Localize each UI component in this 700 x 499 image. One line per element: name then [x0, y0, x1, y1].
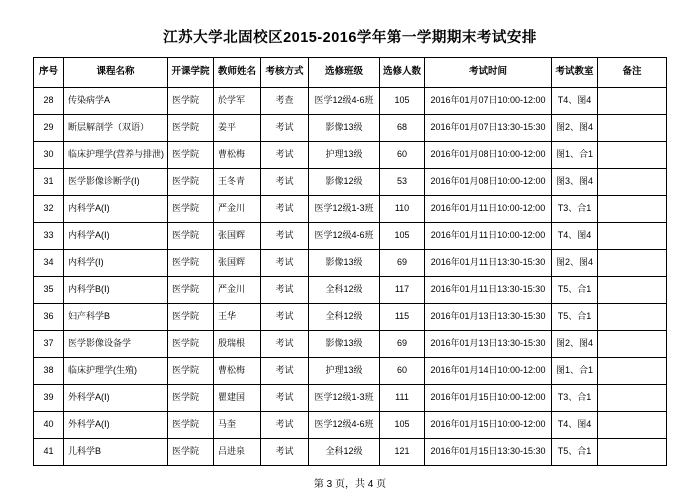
cell-teacher-name: 吕进泉	[214, 439, 261, 466]
cell-teacher-name: 於学军	[214, 88, 261, 115]
cell-exam-room: T5、合1	[552, 304, 598, 331]
cell-remark	[598, 196, 667, 223]
cell-assessment-method: 考查	[261, 88, 309, 115]
cell-course-name: 妇产科学B	[64, 304, 168, 331]
cell-exam-room: T5、合1	[552, 439, 598, 466]
cell-remark	[598, 169, 667, 196]
cell-teacher-name: 严金川	[214, 277, 261, 304]
cell-student-count: 105	[380, 412, 425, 439]
cell-exam-room: 图1、合1	[552, 142, 598, 169]
cell-student-count: 110	[380, 196, 425, 223]
cell-remark	[598, 277, 667, 304]
cell-exam-time: 2016年01月07日10:00-12:00	[425, 88, 552, 115]
cell-college: 医学院	[168, 304, 214, 331]
cell-class-group: 影像13级	[309, 250, 380, 277]
cell-assessment-method: 考试	[261, 169, 309, 196]
header-row	[34, 58, 667, 88]
cell-class-group: 医学12级4-6班	[309, 412, 380, 439]
cell-remark	[598, 439, 667, 466]
cell-student-count: 69	[380, 250, 425, 277]
cell-remark	[598, 142, 667, 169]
cell-teacher-name: 姜平	[214, 115, 261, 142]
cell-course-name: 临床护理学(营养与排泄)	[64, 142, 168, 169]
cell-student-count: 117	[380, 277, 425, 304]
cell-course-name: 内科学A(Ⅰ)	[64, 196, 168, 223]
cell-college: 医学院	[168, 331, 214, 358]
cell-student-count: 69	[380, 331, 425, 358]
page-number: 第 3 页，共 4 页	[313, 479, 387, 490]
cell-student-count: 105	[380, 223, 425, 250]
cell-exam-room: T4、图4	[552, 412, 598, 439]
cell-assessment-method: 考试	[261, 439, 309, 466]
cell-exam-time: 2016年01月11日10:00-12:00	[425, 196, 552, 223]
table-row	[34, 169, 667, 196]
cell-assessment-method: 考试	[261, 385, 309, 412]
column-header-teacher-name: 教师姓名	[214, 58, 261, 88]
cell-class-group: 全科12级	[309, 304, 380, 331]
cell-exam-time: 2016年01月13日13:30-15:30	[425, 331, 552, 358]
cell-row-number: 28	[34, 88, 64, 115]
cell-remark	[598, 250, 667, 277]
cell-exam-time: 2016年01月08日10:00-12:00	[425, 169, 552, 196]
cell-exam-room: T4、图4	[552, 88, 598, 115]
cell-course-name: 外科学A(Ⅰ)	[64, 412, 168, 439]
cell-course-name: 传染病学A	[64, 88, 168, 115]
cell-exam-room: T5、合1	[552, 277, 598, 304]
cell-exam-time: 2016年01月15日10:00-12:00	[425, 412, 552, 439]
cell-assessment-method: 考试	[261, 223, 309, 250]
cell-exam-time: 2016年01月11日13:30-15:30	[425, 250, 552, 277]
cell-exam-time: 2016年01月15日10:00-12:00	[425, 385, 552, 412]
cell-college: 医学院	[168, 169, 214, 196]
cell-course-name: 儿科学B	[64, 439, 168, 466]
cell-college: 医学院	[168, 439, 214, 466]
cell-college: 医学院	[168, 277, 214, 304]
cell-college: 医学院	[168, 385, 214, 412]
cell-course-name: 断层解剖学（双语）	[64, 115, 168, 142]
cell-student-count: 60	[380, 142, 425, 169]
cell-assessment-method: 考试	[261, 196, 309, 223]
column-header-student-count: 选修人数	[380, 58, 425, 88]
cell-row-number: 40	[34, 412, 64, 439]
cell-class-group: 全科12级	[309, 439, 380, 466]
table-row	[34, 412, 667, 439]
cell-course-name: 内科学(Ⅰ)	[64, 250, 168, 277]
cell-remark	[598, 412, 667, 439]
cell-student-count: 68	[380, 115, 425, 142]
cell-exam-room: T3、合1	[552, 385, 598, 412]
table-row	[34, 223, 667, 250]
cell-teacher-name: 王冬青	[214, 169, 261, 196]
cell-class-group: 影像12级	[309, 169, 380, 196]
cell-row-number: 38	[34, 358, 64, 385]
column-header-exam-time: 考试时间	[425, 58, 552, 88]
cell-college: 医学院	[168, 196, 214, 223]
cell-teacher-name: 马奎	[214, 412, 261, 439]
cell-remark	[598, 304, 667, 331]
column-header-exam-room: 考试教室	[552, 58, 598, 88]
cell-class-group: 医学12级1-3班	[309, 196, 380, 223]
cell-college: 医学院	[168, 358, 214, 385]
cell-assessment-method: 考试	[261, 250, 309, 277]
cell-student-count: 105	[380, 88, 425, 115]
cell-course-name: 医学影像诊断学(Ⅰ)	[64, 169, 168, 196]
cell-remark	[598, 331, 667, 358]
cell-course-name: 临床护理学(生殖)	[64, 358, 168, 385]
table-row	[34, 439, 667, 466]
cell-row-number: 39	[34, 385, 64, 412]
cell-teacher-name: 曹松梅	[214, 142, 261, 169]
table-row	[34, 304, 667, 331]
cell-student-count: 115	[380, 304, 425, 331]
cell-class-group: 影像13级	[309, 115, 380, 142]
page-title: 江苏大学北固校区2015-2016学年第一学期期末考试安排	[163, 30, 537, 46]
cell-assessment-method: 考试	[261, 412, 309, 439]
cell-teacher-name: 曹松梅	[214, 358, 261, 385]
table-row	[34, 115, 667, 142]
cell-class-group: 全科12级	[309, 277, 380, 304]
cell-remark	[598, 88, 667, 115]
table-row	[34, 88, 667, 115]
cell-row-number: 33	[34, 223, 64, 250]
table-body	[34, 88, 667, 466]
cell-assessment-method: 考试	[261, 358, 309, 385]
cell-student-count: 53	[380, 169, 425, 196]
cell-college: 医学院	[168, 223, 214, 250]
column-header-college: 开课学院	[168, 58, 214, 88]
cell-row-number: 29	[34, 115, 64, 142]
cell-college: 医学院	[168, 250, 214, 277]
cell-course-name: 内科学B(Ⅰ)	[64, 277, 168, 304]
cell-class-group: 医学12级4-6班	[309, 88, 380, 115]
cell-remark	[598, 223, 667, 250]
cell-college: 医学院	[168, 88, 214, 115]
cell-row-number: 31	[34, 169, 64, 196]
cell-remark	[598, 358, 667, 385]
column-header-course-name: 课程名称	[64, 58, 168, 88]
cell-remark	[598, 385, 667, 412]
cell-exam-time: 2016年01月11日10:00-12:00	[425, 223, 552, 250]
table-row	[34, 385, 667, 412]
cell-teacher-name: 张国辉	[214, 223, 261, 250]
cell-class-group: 护理13级	[309, 358, 380, 385]
column-header-row-number: 序号	[34, 58, 64, 88]
cell-teacher-name: 严金川	[214, 196, 261, 223]
cell-assessment-method: 考试	[261, 331, 309, 358]
column-header-assessment-method: 考核方式	[261, 58, 309, 88]
cell-exam-room: 图2、图4	[552, 250, 598, 277]
cell-row-number: 34	[34, 250, 64, 277]
cell-exam-room: T3、合1	[552, 196, 598, 223]
table-row	[34, 142, 667, 169]
cell-student-count: 60	[380, 358, 425, 385]
table-row	[34, 250, 667, 277]
table-row	[34, 277, 667, 304]
cell-exam-time: 2016年01月08日10:00-12:00	[425, 142, 552, 169]
cell-exam-time: 2016年01月14日10:00-12:00	[425, 358, 552, 385]
cell-row-number: 41	[34, 439, 64, 466]
cell-assessment-method: 考试	[261, 115, 309, 142]
cell-row-number: 32	[34, 196, 64, 223]
cell-student-count: 111	[380, 385, 425, 412]
cell-teacher-name: 张国辉	[214, 250, 261, 277]
cell-exam-room: 图2、图4	[552, 331, 598, 358]
cell-exam-room: T4、图4	[552, 223, 598, 250]
cell-college: 医学院	[168, 412, 214, 439]
cell-exam-time: 2016年01月13日13:30-15:30	[425, 304, 552, 331]
cell-class-group: 护理13级	[309, 142, 380, 169]
cell-course-name: 医学影像设备学	[64, 331, 168, 358]
table-row	[34, 358, 667, 385]
cell-exam-room: 图3、图4	[552, 169, 598, 196]
cell-row-number: 37	[34, 331, 64, 358]
cell-assessment-method: 考试	[261, 142, 309, 169]
cell-assessment-method: 考试	[261, 277, 309, 304]
cell-college: 医学院	[168, 115, 214, 142]
table-row	[34, 331, 667, 358]
cell-assessment-method: 考试	[261, 304, 309, 331]
cell-class-group: 医学12级1-3班	[309, 385, 380, 412]
cell-teacher-name: 王华	[214, 304, 261, 331]
cell-exam-time: 2016年01月11日13:30-15:30	[425, 277, 552, 304]
cell-exam-room: 图1、合1	[552, 358, 598, 385]
cell-teacher-name: 殷瑞根	[214, 331, 261, 358]
cell-student-count: 121	[380, 439, 425, 466]
cell-exam-time: 2016年01月07日13:30-15:30	[425, 115, 552, 142]
cell-class-group: 影像13级	[309, 331, 380, 358]
table-header-row	[34, 58, 667, 88]
table-row	[34, 196, 667, 223]
cell-teacher-name: 瞿建国	[214, 385, 261, 412]
column-header-remark: 备注	[598, 58, 667, 88]
column-header-class-group: 选修班级	[309, 58, 380, 88]
cell-course-name: 内科学A(Ⅰ)	[64, 223, 168, 250]
cell-class-group: 医学12级4-6班	[309, 223, 380, 250]
cell-course-name: 外科学A(Ⅰ)	[64, 385, 168, 412]
cell-row-number: 35	[34, 277, 64, 304]
cell-row-number: 36	[34, 304, 64, 331]
cell-exam-time: 2016年01月15日13:30-15:30	[425, 439, 552, 466]
cell-row-number: 30	[34, 142, 64, 169]
cell-remark	[598, 115, 667, 142]
cell-exam-room: 图2、图4	[552, 115, 598, 142]
cell-college: 医学院	[168, 142, 214, 169]
exam-schedule-table	[33, 57, 667, 466]
